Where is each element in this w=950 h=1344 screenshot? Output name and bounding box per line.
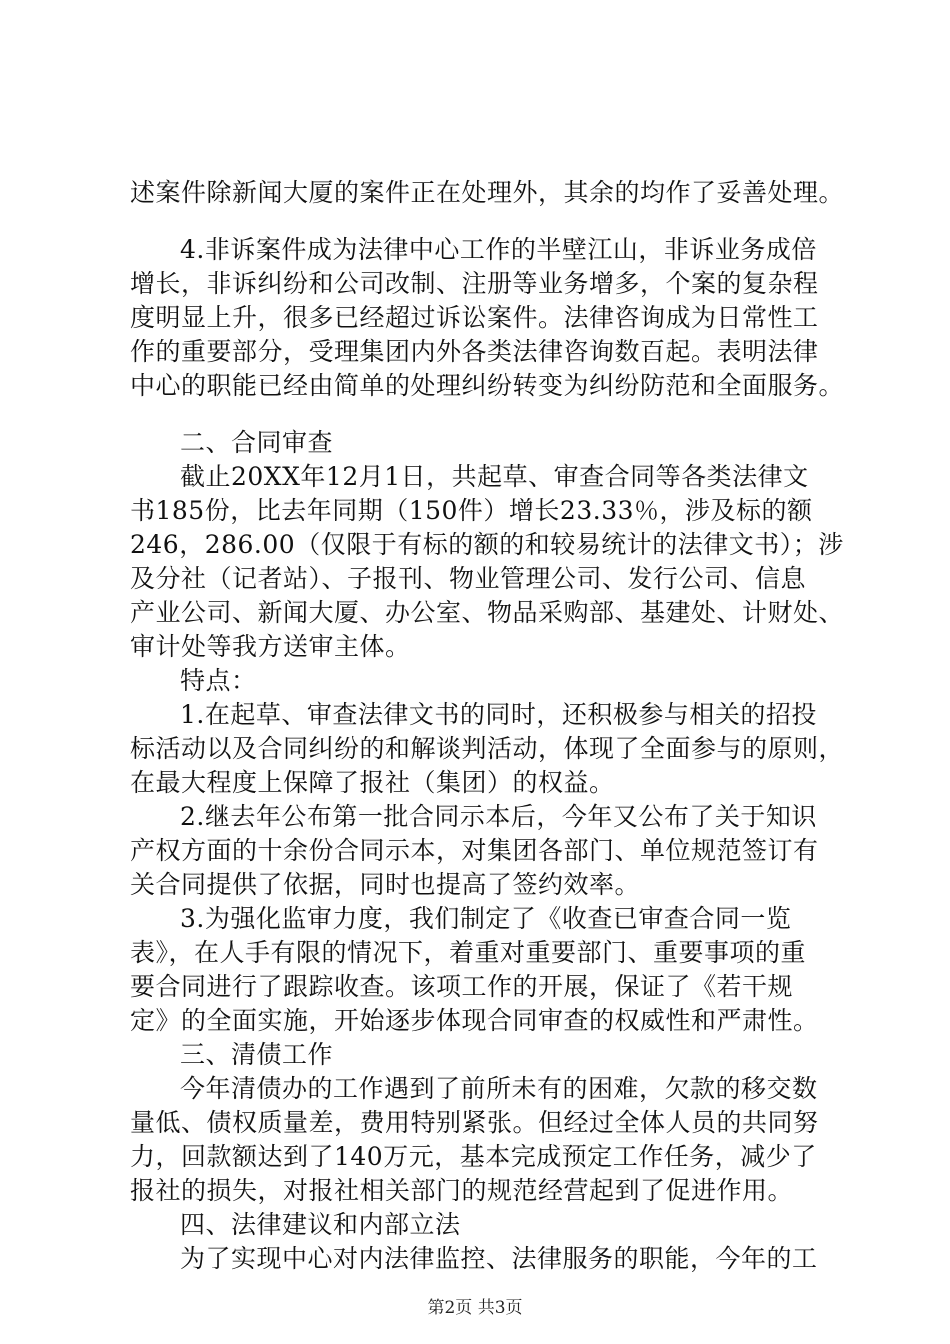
section-heading: 三、清债工作 xyxy=(180,1040,334,1069)
paragraph-line: 中心的职能已经由简单的处理纠纷转变为纠纷防范和全面服务。 xyxy=(130,371,845,400)
paragraph-line: 报社的损失，对报社相关部门的规范经营起到了促进作用。 xyxy=(130,1176,794,1205)
paragraph-line: 1.在起草、审查法律文书的同时，还积极参与相关的招投 xyxy=(180,700,817,729)
paragraph-line: 定》的全面实施，开始逐步体现合同审查的权威性和严肃性。 xyxy=(130,1006,819,1035)
paragraph-line: 3.为强化监审力度，我们制定了《收查已审查合同一览 xyxy=(180,904,792,933)
paragraph-line: 审计处等我方送审主体。 xyxy=(130,632,411,661)
paragraph-line: 书185份，比去年同期（150件）增长23.33％，涉及标的额 xyxy=(130,496,813,525)
paragraph-line: 及分社（记者站）、子报刊、物业管理公司、发行公司、信息 xyxy=(130,564,807,593)
paragraph-line: 截止20XX年12月1日，共起草、审查合同等各类法律文 xyxy=(180,462,809,491)
paragraph-line: 246，286.00（仅限于有标的额的和较易统计的法律文书）；涉 xyxy=(130,530,844,559)
paragraph-line: 增长，非诉纠纷和公司改制、注册等业务增多，个案的复杂程 xyxy=(130,269,819,298)
paragraph-line: 作的重要部分，受理集团内外各类法律咨询数百起。表明法律 xyxy=(130,337,819,366)
paragraph-line: 力，回款额达到了140万元，基本完成预定工作任务，减少了 xyxy=(130,1142,817,1171)
paragraph-line: 今年清债办的工作遇到了前所未有的困难，欠款的移交数 xyxy=(180,1074,818,1103)
paragraph-line: 4.非诉案件成为法律中心工作的半壁江山，非诉业务成倍 xyxy=(180,235,817,264)
page-number-footer: 第2页 共3页 xyxy=(427,1298,523,1318)
paragraph-line: 要合同进行了跟踪收查。该项工作的开展，保证了《若干规 xyxy=(130,972,794,1001)
paragraph-line: 标活动以及合同纠纷的和解谈判活动，体现了全面参与的原则， xyxy=(130,734,845,763)
subheading: 特点： xyxy=(180,666,257,695)
paragraph-line: 产权方面的十余份合同示本，对集团各部门、单位规范签订有 xyxy=(130,836,819,865)
paragraph-line: 2.继去年公布第一批合同示本后，今年又公布了关于知识 xyxy=(180,802,817,831)
section-heading: 二、合同审查 xyxy=(180,428,334,457)
paragraph-line: 述案件除新闻大厦的案件正在处理外，其余的均作了妥善处理。 xyxy=(130,178,845,207)
section-heading: 四、法律建议和内部立法 xyxy=(180,1210,461,1239)
paragraph-line: 为了实现中心对内法律监控、法律服务的职能，今年的工 xyxy=(180,1244,818,1273)
paragraph-line: 关合同提供了依据，同时也提高了签约效率。 xyxy=(130,870,641,899)
paragraph-line: 表》，在人手有限的情况下，着重对重要部门、重要事项的重 xyxy=(130,938,807,967)
paragraph-line: 量低、债权质量差，费用特别紧张。但经过全体人员的共同努 xyxy=(130,1108,819,1137)
paragraph-line: 产业公司、新闻大厦、办公室、物品采购部、基建处、计财处、 xyxy=(130,598,845,627)
paragraph-line: 在最大程度上保障了报社（集团）的权益。 xyxy=(130,768,615,797)
paragraph-line: 度明显上升，很多已经超过诉讼案件。法律咨询成为日常性工 xyxy=(130,303,819,332)
